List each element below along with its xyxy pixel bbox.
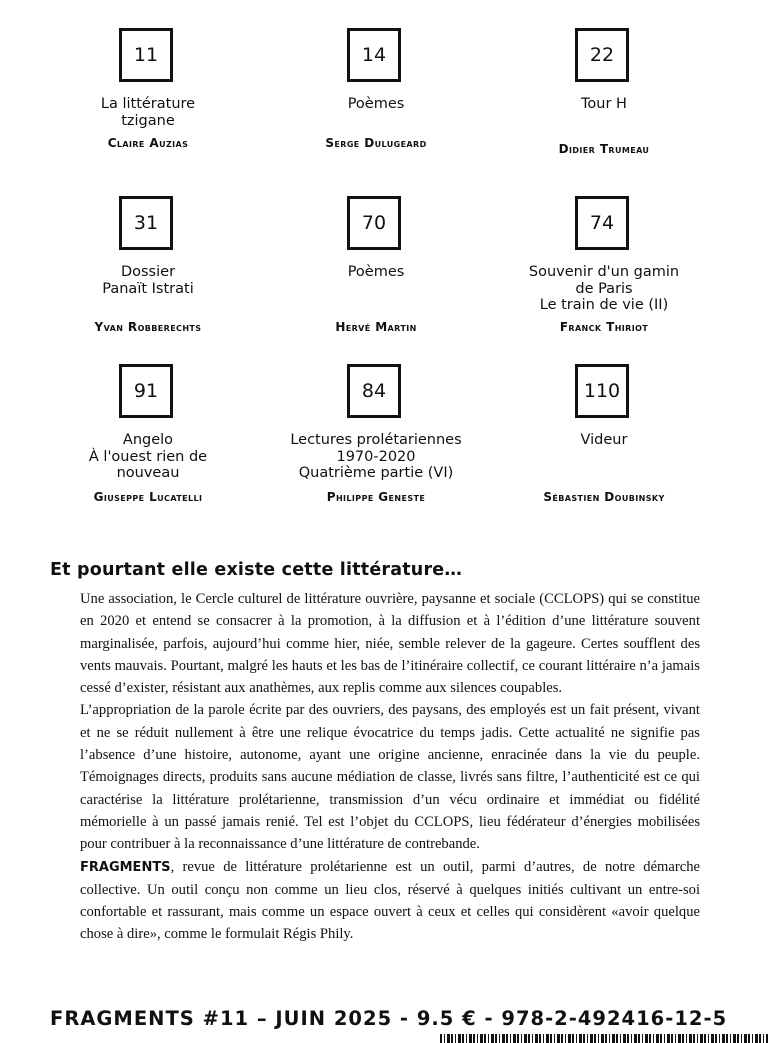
entry-author: Sébastien Doubinsky [543,490,665,504]
table-of-contents [34,28,718,534]
toc-entry [490,364,718,534]
toc-entry [490,28,718,196]
page-number-box: 31 [119,196,173,250]
toc-entry [262,364,490,534]
entry-title: Poèmes [347,96,405,112]
toc-entry [34,28,262,196]
page-number-box: 74 [575,196,629,250]
page-number-box: 70 [347,196,401,250]
entry-author: Yvan Robberechts [94,320,202,334]
barcode-graphic [440,1034,768,1043]
entry-title: Poèmes [347,264,405,280]
entry-author: Philippe Geneste [326,490,426,504]
paragraph [80,856,700,946]
entry-title: Angelo À l'ouest rien de nouveau [88,432,208,481]
entry-author: Giuseppe Lucatelli [93,490,203,504]
page-number-box: 91 [119,364,173,418]
toc-entry [262,28,490,196]
toc-entry [262,196,490,364]
editorial-text [80,588,700,946]
entry-author: Franck Thiriot [559,320,649,334]
brand-name: FRAGMENTS [80,859,171,875]
toc-entry [490,196,718,364]
toc-entry [34,364,262,534]
paragraph: L’appropriation de la parole écrite par des ouvriers, des paysans, des employés est un fait présent, vivant et ne se réduit nullement à être une relique évocatrice du temps jadis. Cette actualité ne signifie pas l’absence d’une histoire, autonome, ayant une origine ancienne, enracinée dans la vie du peuple. Témoignages directs, produits sans aucune médiation de classe, livrés sans filtre, l’authenticité est ce qui caractérise la littérature prolétarienne, transmission d’un vécu ordinaire et immédiat ou fidélité mémorielle à un passé jamais renié. Tel est l’objet du CCLOPS, lieu fédérateur d’énergies mobilisées pour contribuer à la reconnaissance d’une littérature de contrebande. [80,702,700,853]
entry-title: Souvenir d'un gamin de Paris Le train de vie (II) [528,264,680,313]
issue-info-footer: FRAGMENTS #11 – JUIN 2025 - 9.5 € - 978-2-492416-12-5 [50,1007,728,1030]
entry-author: Serge Dulugeard [325,136,427,150]
entry-author: Claire Auzias [107,136,189,150]
entry-author: Didier Trumeau [558,142,650,156]
paragraph: Une association, le Cercle culturel de littérature ouvrière, paysanne et sociale (CCLOPS) qui se constitue en 2020 et entend se consacrer à la promotion, à la diffusion et à l’édition d’une littérature souvent marginalisée, parfois, aujourd’hui comme hier, niée, semble relever de la gageure. Certes soufflent des vents mauvais. Pourtant, malgré les hauts et les bas de l’itinéraire collectif, ce courant littéraire n’a jamais cessé d’exister, résistant aux anathèmes, aux replis comme aux silences coupables. [80,591,700,697]
entry-title: Tour H [581,96,627,112]
toc-entry [34,196,262,364]
entry-title: La littérature tzigane [100,96,196,129]
paragraph-text: , revue de littérature prolétarienne est un outil, parmi d’autres, de notre démarche collective. Un outil conçu non comme un lieu clos, réservé à quelques initiés cultivant un entre-soi confortable et rassurant, mais comme un espace ouvert à ceux et celles qui considèrent «avoir quelque chose à dire», comme le formulait Régis Phily. [80,858,700,943]
page-number-box: 110 [575,364,629,418]
entry-title: Videur [580,432,628,448]
page-number-box: 14 [347,28,401,82]
page-number-box: 84 [347,364,401,418]
entry-author: Hervé Martin [335,320,417,334]
entry-title: Dossier Panaït Istrati [102,264,194,297]
page-number-box: 22 [575,28,629,82]
section-heading: Et pourtant elle existe cette littérature… [50,560,463,580]
page-number-box: 11 [119,28,173,82]
entry-title: Lectures prolétariennes 1970-2020 Quatrième partie (VI) [290,432,462,481]
